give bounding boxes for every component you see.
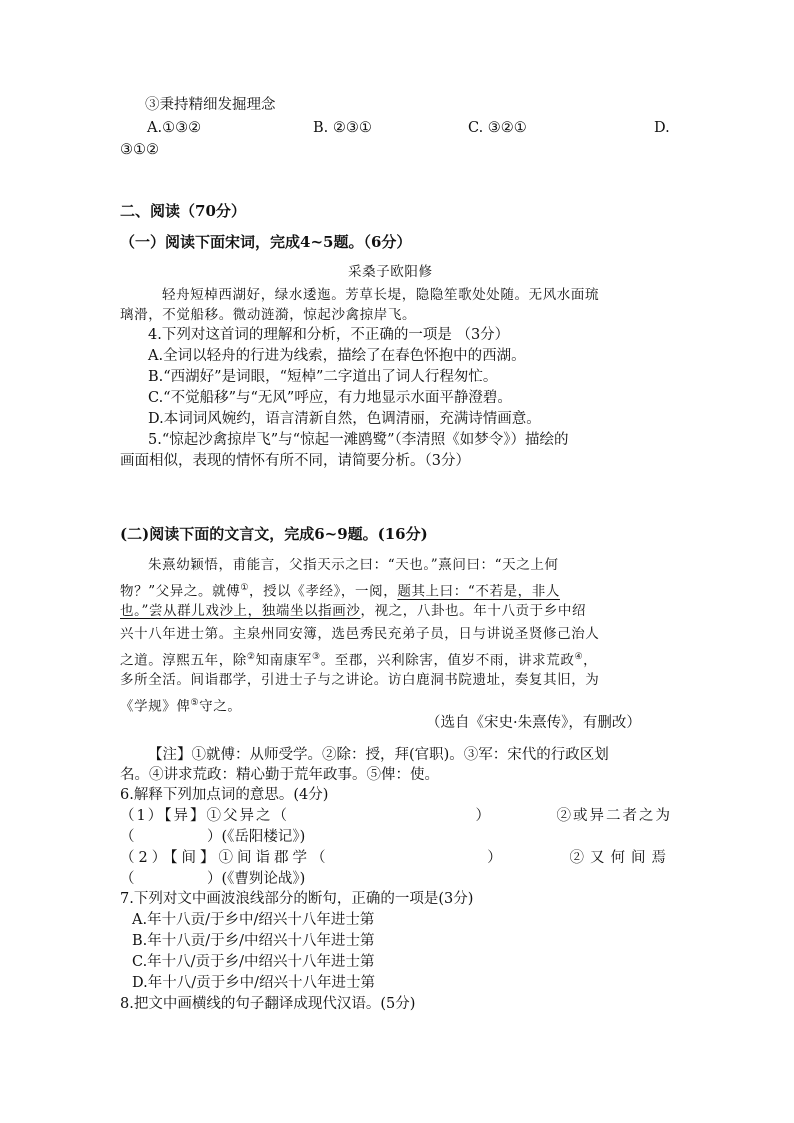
question-5-line-1: 5.“惊起沙禽掠岸飞”与“惊起一滩鸥鹭”（李清照《如梦令》）描绘的 [148, 432, 569, 448]
question-6: 6.解释下列加点词的意思。(4分) [120, 787, 329, 803]
question-4-option-d: D.本词词风婉约，语言清新自然，色调清丽，充满诗情画意。 [148, 411, 541, 427]
question-6-item-2: （2）【间】①间诣郡学（ ） ②又何间焉 [120, 850, 672, 866]
question-4: 4.下列对这首词的理解和分析，不正确的一项是 （3分） [148, 327, 510, 343]
passage-line-3: 也。”尝从群儿戏沙上，独端坐以指画沙，视之，八卦也。年十八贡于乡中绍 [120, 603, 587, 619]
question-4-option-c: C.“不觉船移”与“无风”呼应，有力地显示水面平静澄碧。 [148, 390, 512, 406]
question-4-option-a: A.全词以轻舟的行进为线索，描绘了在春色怀抱中的西湖。 [148, 348, 526, 364]
question-7-option-b: B.年十八贡/于乡/中绍兴十八年进士第 [132, 933, 375, 949]
question-4-option-b: B.“西湖好”是词眼，“短棹”二字道出了词人行程匆忙。 [148, 369, 498, 385]
note-line-2: 名。④讲求荒政：精心勤于荒年政事。⑤俾：使。 [120, 767, 439, 783]
question-7-option-a: A.年十八贡/于乡中/绍兴十八年进士第 [132, 912, 375, 928]
passage-line-1: 朱熹幼颖悟，甫能言，父指天示之曰：“天也。”熹问曰：“天之上何 [148, 557, 559, 573]
question-7-option-c: C.年十八/贡于乡/中绍兴十八年进士第 [132, 954, 375, 970]
passage-source: （选自《宋史·朱熹传》，有删改） [426, 715, 641, 731]
section-title: 二、阅读（70分） [120, 202, 246, 220]
poem-line-1: 轻舟短棹西湖好，绿水逶迤。芳草长堤，隐隐笙歌处处随。无风水面琉 [162, 287, 600, 303]
underlined-sentence-part-1: 题其上曰：“不若是，非人 [397, 583, 560, 600]
option-c: C. ③②① [468, 120, 527, 136]
question-6-item-1-cont: （ ）(《岳阳楼记》) [120, 829, 306, 845]
option-d-continued: ③①② [120, 142, 159, 158]
passage-line-2: 物？”父异之。就傅①，授以《孝经》，一阅，题其上曰：“不若是，非人 [120, 583, 560, 600]
option-a: A.①③② [147, 120, 202, 136]
question-5-line-2: 画面相似，表现的情怀有所不同，请简要分析。（3分） [120, 453, 470, 469]
part2-title: (二)阅读下面的文言文，完成6~9题。(16分) [120, 525, 428, 543]
option-b: B. ②③① [313, 120, 372, 136]
question-6-item-2-cont: （ ）(《曹刿论战》) [120, 871, 306, 887]
passage-line-6: 多所全活。间诣郡学，引进士子与之讲论。访白鹿洞书院遗址，奏复其旧，为 [120, 672, 600, 688]
question-7-option-d: D.年十八/贡于乡中/绍兴十八年进士第 [132, 975, 375, 991]
question-7: 7.下列对文中画波浪线部分的断句，正确的一项是(3分) [120, 891, 474, 907]
option-d: D. [654, 120, 670, 136]
passage-line-4: 兴十八年进士第。主泉州同安簿，选邑秀民充弟子员，日与讲说圣贤修己治人 [120, 626, 600, 642]
underlined-sentence-part-2: 也。”尝从群儿戏沙上，独端坐以指画沙 [120, 603, 361, 619]
part1-title: （一）阅读下面宋词，完成4~5题。（6分） [120, 233, 412, 251]
passage-line-5: 之道。淳熙五年，除②知南康军③。至郡，兴利除害，值岁不雨，讲求荒政④， [120, 652, 598, 669]
item-3: ③秉持精细发掘理念 [145, 97, 276, 113]
question-8: 8.把文中画横线的句子翻译成现代汉语。(5分) [120, 996, 416, 1012]
note-line-1: 【注】①就傅：从师受学。②除：授，拜(官职)。③军：宋代的行政区划 [148, 747, 609, 763]
passage-line-7: 《学规》俾⑤守之。 [120, 698, 242, 715]
poem-line-2: 璃滑，不觉船移。微动涟漪，惊起沙禽掠岸飞。 [120, 307, 417, 323]
question-6-item-1: （1）【异】①父异之（ ） ②或异二者之为 [120, 808, 672, 824]
poem-title: 采桑子欧阳修 [348, 264, 433, 280]
